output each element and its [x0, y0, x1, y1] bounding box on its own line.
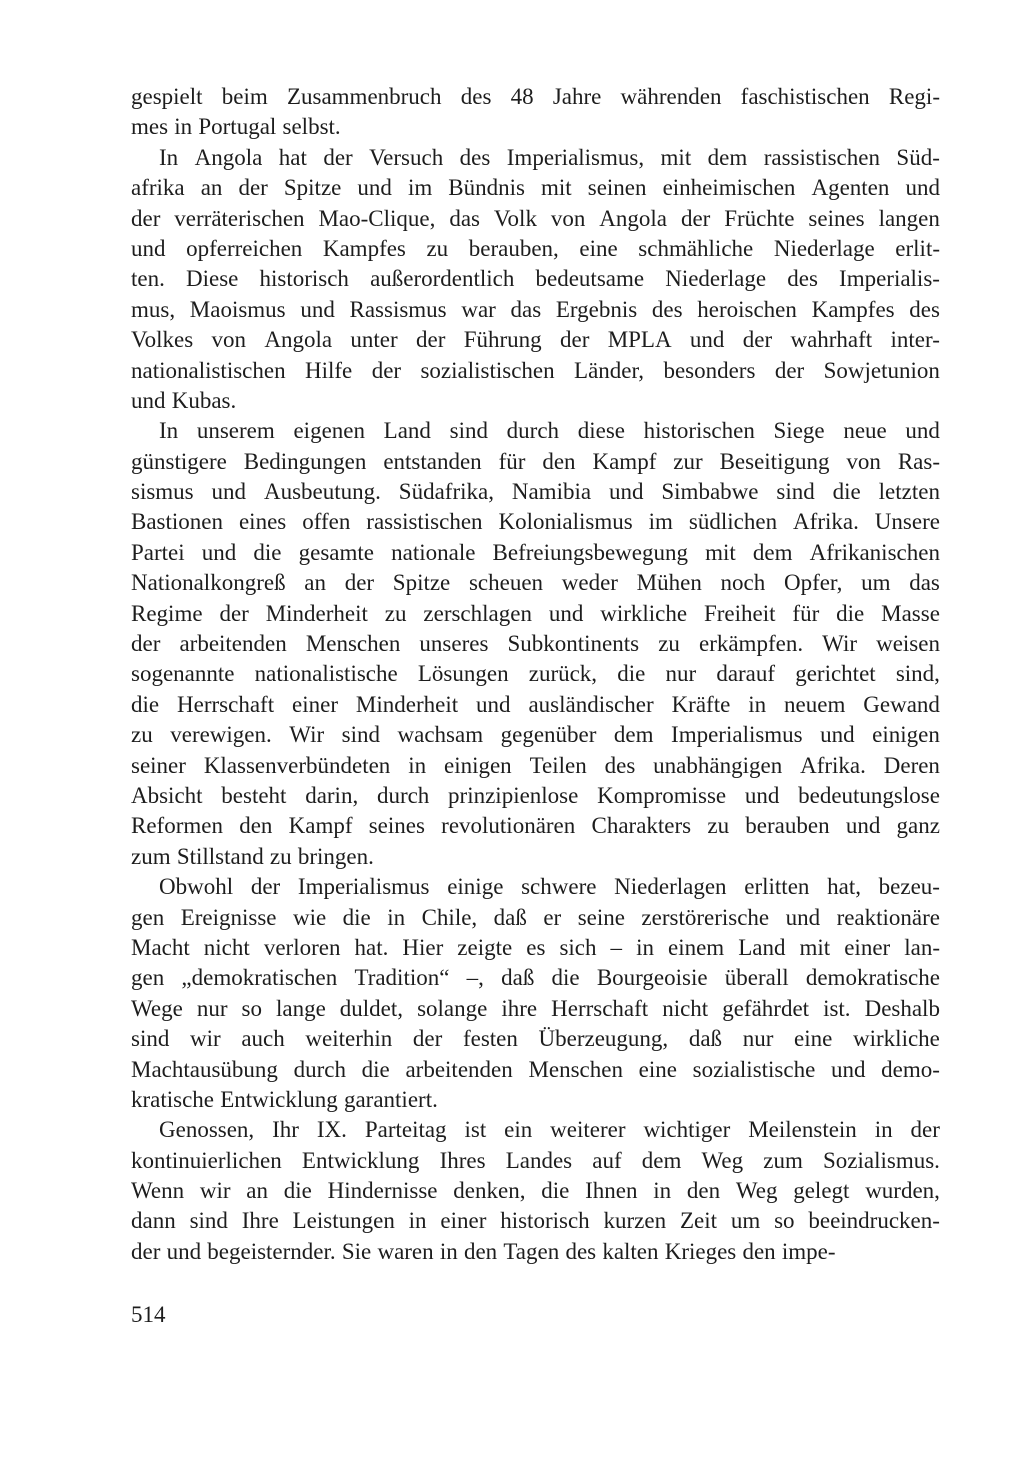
text-line: afrika an der Spitze und im Bündnis mit seinen einheimischen Agenten und	[131, 175, 940, 201]
paragraph	[131, 82, 940, 143]
text-line: und Kubas.	[131, 387, 237, 413]
text-line: Nationalkongreß an der Spitze scheuen weder Mühen noch Opfer, um das	[131, 570, 940, 596]
text-line: sind wir auch weiterhin der festen Überzeugung, daß nur eine wirkliche	[131, 1026, 940, 1052]
text-line: gen Ereignisse wie die in Chile, daß er seine zerstörerische und reaktionäre	[131, 904, 940, 930]
paragraph	[131, 143, 940, 417]
text-line: der und begeisternder. Sie waren in den Tagen des kalten Krieges den impe-	[131, 1238, 836, 1264]
text-line: Partei und die gesamte nationale Befreiungsbewegung mit dem Afrikanischen	[131, 539, 940, 565]
text-line: In Angola hat der Versuch des Imperialismus, mit dem rassistischen Süd-	[159, 144, 940, 170]
paragraph	[131, 416, 940, 872]
text-line: Genossen, Ihr IX. Parteitag ist ein weiterer wichtiger Meilenstein in der	[159, 1117, 940, 1143]
text-line: mes in Portugal selbst.	[131, 114, 341, 140]
text-line: Reformen den Kampf seines revolutionären Charakters zu berauben und ganz	[131, 813, 940, 839]
text-line: mus, Maoismus und Rassismus war das Ergebnis des heroischen Kampfes des	[131, 296, 940, 322]
text-line: In unserem eigenen Land sind durch diese historischen Siege neue und	[159, 418, 940, 444]
text-line: gen „demokratischen Tradition“ –, daß die Bourgeoisie überall demokratische	[131, 965, 940, 991]
text-line: der verräterischen Mao-Clique, das Volk von Angola der Früchte seines langen	[131, 205, 940, 231]
text-line: zum Stillstand zu bringen.	[131, 843, 374, 869]
text-line: seiner Klassenverbündeten in einigen Teilen des unabhängigen Afrika. Deren	[131, 752, 940, 778]
text-line: sogenannte nationalistische Lösungen zurück, die nur darauf gerichtet sind,	[131, 661, 940, 687]
text-line: ten. Diese historisch außerordentlich bedeutsame Niederlage des Imperialis-	[131, 266, 940, 292]
text-line: kontinuierlichen Entwicklung Ihres Landes auf dem Weg zum Sozialismus.	[131, 1147, 940, 1173]
text-line: Volkes von Angola unter der Führung der MPLA und der wahrhaft inter-	[131, 327, 940, 353]
page-number: 514	[131, 1302, 166, 1327]
text-line: Absicht besteht darin, durch prinzipienlose Kompromisse und bedeutungslose	[131, 782, 940, 808]
text-line: und opferreichen Kampfes zu berauben, eine schmähliche Niederlage erlit-	[131, 235, 940, 261]
text-line: günstigere Bedingungen entstanden für den Kampf zur Beseitigung von Ras-	[131, 448, 940, 474]
text-line: Bastionen eines offen rassistischen Kolonialismus im südlichen Afrika. Unsere	[131, 509, 940, 535]
text-line: die Herrschaft einer Minderheit und ausländischer Kräfte in neuem Gewand	[131, 691, 940, 717]
text-line: nationalistischen Hilfe der sozialistischen Länder, besonders der Sowjetunion	[131, 357, 940, 383]
paragraph	[131, 872, 940, 1115]
text-line: Macht nicht verloren hat. Hier zeigte es sich – in einem Land mit einer lan-	[131, 934, 940, 960]
body-text	[131, 82, 940, 1267]
text-line: sismus und Ausbeutung. Südafrika, Namibia und Simbabwe sind die letzten	[131, 479, 940, 505]
text-line: Obwohl der Imperialismus einige schwere Niederlagen erlitten hat, bezeu-	[159, 874, 940, 900]
text-line: der arbeitenden Menschen unseres Subkontinents zu erkämpfen. Wir weisen	[131, 631, 940, 657]
text-line: Regime der Minderheit zu zerschlagen und wirkliche Freiheit für die Masse	[131, 600, 940, 626]
paragraph	[131, 1115, 940, 1267]
text-line: dann sind Ihre Leistungen in einer historisch kurzen Zeit um so beeindrucken-	[131, 1208, 940, 1234]
text-line: kratische Entwicklung garantiert.	[131, 1086, 438, 1112]
text-line: zu verewigen. Wir sind wachsam gegenüber dem Imperialismus und einigen	[131, 722, 940, 748]
text-line: Machtausübung durch die arbeitenden Menschen eine sozialistische und demo-	[131, 1056, 940, 1082]
text-line: Wege nur so lange duldet, solange ihre Herrschaft nicht gefährdet ist. Deshalb	[131, 995, 940, 1021]
text-line: gespielt beim Zusammenbruch des 48 Jahre währenden faschistischen Regi-	[131, 84, 940, 109]
text-line: Wenn wir an die Hindernisse denken, die Ihnen in den Weg gelegt wurden,	[131, 1178, 940, 1204]
